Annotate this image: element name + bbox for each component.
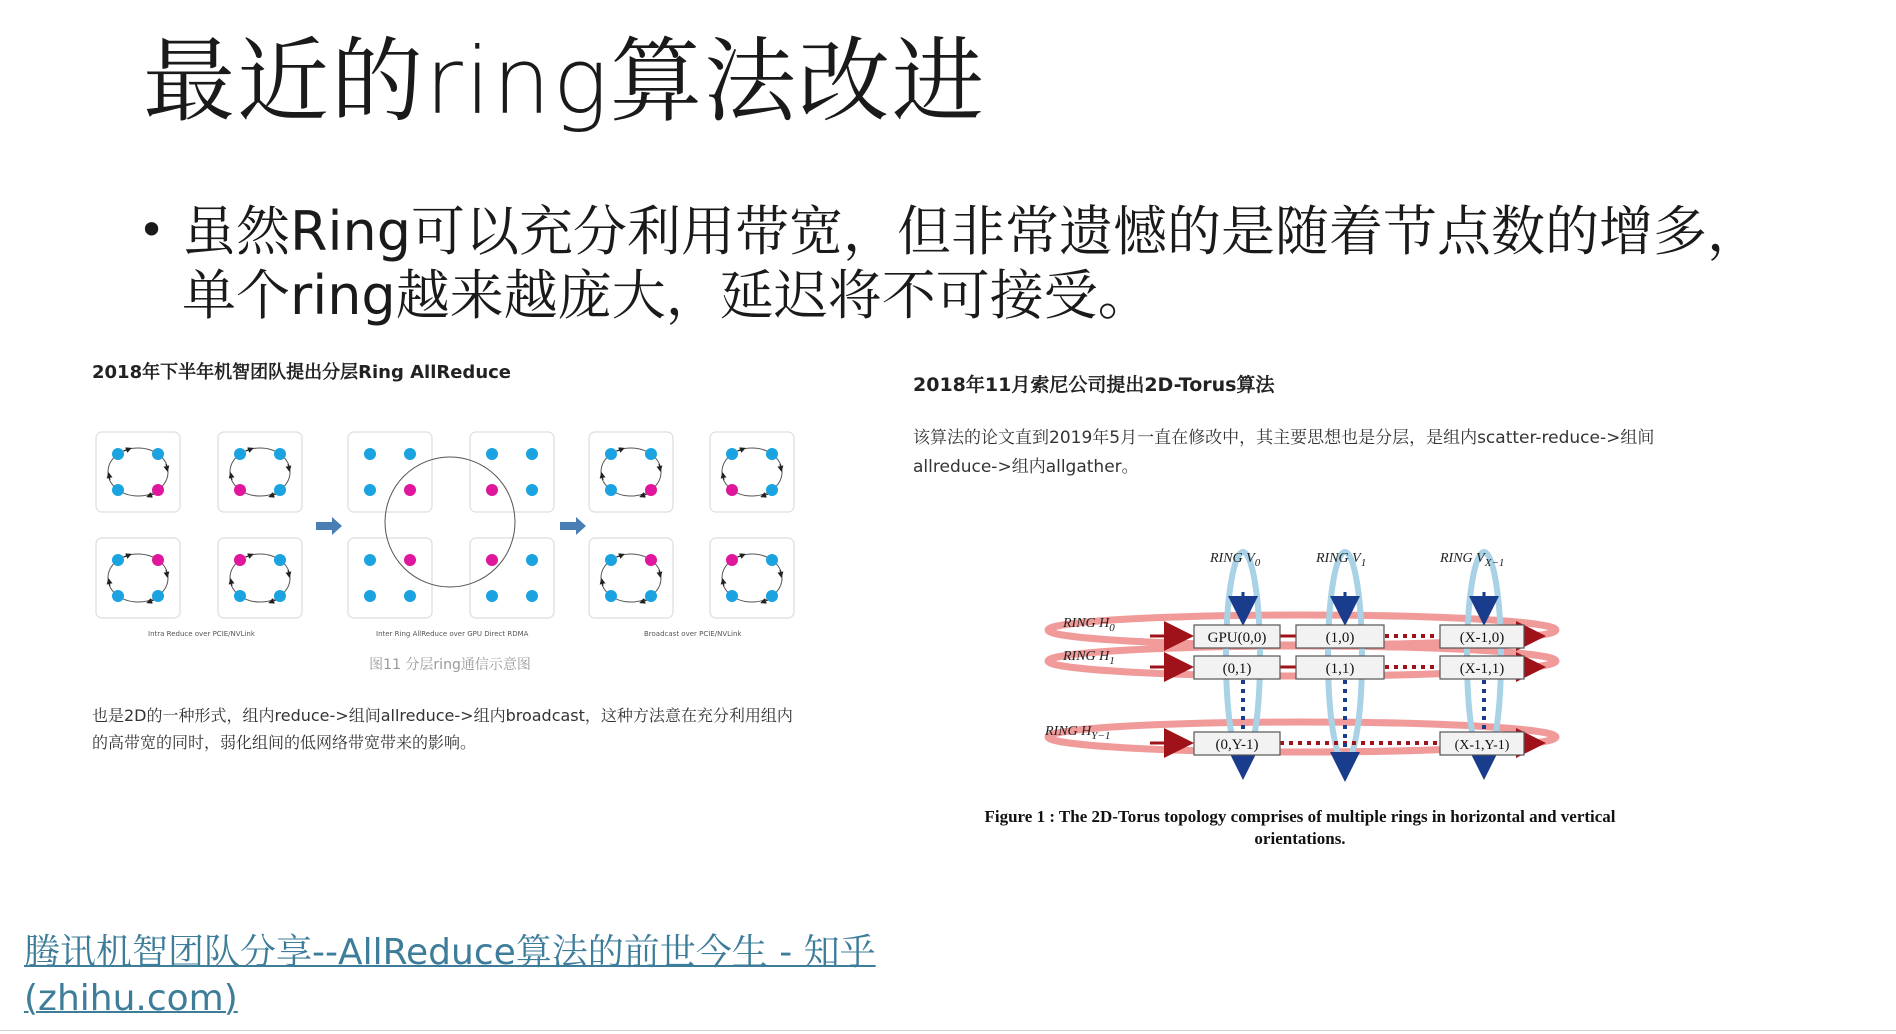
gpu-box-0-0 bbox=[1194, 625, 1280, 648]
source-link-line-2[interactable]: (zhihu.com) bbox=[24, 978, 238, 1019]
left-paragraph-line-2: 的高带宽的同时，弱化组间的低网络带宽带来的影响。 bbox=[92, 733, 477, 752]
source-link[interactable] bbox=[24, 930, 876, 1022]
gpu-box-0-y1 bbox=[1194, 732, 1280, 755]
gpu-box-label: (1,1) bbox=[1325, 661, 1355, 677]
gpu-box-label: (X-1,Y-1) bbox=[1454, 738, 1510, 753]
right-panel-heading: 2018年11月索尼公司提出2D-Torus算法 bbox=[913, 374, 1275, 396]
stage-caption-inter-ring: Inter Ring AllReduce over GPU Direct RDMA bbox=[376, 630, 529, 638]
bullet-line-2: 单个ring越来越庞大，延迟将不可接受。 bbox=[182, 264, 1152, 327]
source-link-line-1[interactable]: 腾讯机智团队分享--AllReduce算法的前世今生 - 知乎 bbox=[24, 932, 876, 973]
gpu-box-label: (X-1,0) bbox=[1459, 630, 1505, 646]
right-paragraph-line-2: allreduce->组内allgather。 bbox=[913, 457, 1139, 477]
right-paragraph-line-1: 该算法的论文直到2019年5月一直在修改中，其主要思想也是分层，是组内scatter-reduce->组间 bbox=[913, 428, 1655, 448]
ring-h1-label: RING $H_1$ bbox=[1063, 649, 1115, 667]
gpu-box-0-1 bbox=[1194, 656, 1280, 679]
slide-title: 最近的ring算法改进 bbox=[143, 28, 986, 135]
figure-caption: 图11 分层ring通信示意图 bbox=[369, 657, 531, 673]
bottom-divider bbox=[0, 1030, 1896, 1031]
torus-caption-line-2: orientations. bbox=[1254, 829, 1346, 848]
bullet-dot: • bbox=[138, 203, 166, 257]
ring-hy1-label: RING $H_{Y-1}$ bbox=[1045, 724, 1111, 742]
gpu-box-x1-0 bbox=[1440, 625, 1524, 648]
stage-caption-intra-reduce: Intra Reduce over PCIE/NVLink bbox=[148, 630, 255, 638]
ring-vx1-label: RING $V_{X-1}$ bbox=[1440, 551, 1505, 569]
gpu-box-label: (0,1) bbox=[1222, 661, 1252, 677]
bullet-line-1: 虽然Ring可以充分利用带宽，但非常遗憾的是随着节点数的增多， bbox=[182, 200, 1762, 263]
torus-figure-caption bbox=[935, 806, 1665, 850]
ring-v1-label: RING $V_1$ bbox=[1316, 551, 1367, 569]
gpu-box-x1-y1 bbox=[1440, 732, 1524, 755]
gpu-box-x1-1 bbox=[1440, 656, 1524, 679]
gpu-box-1-1 bbox=[1296, 656, 1384, 679]
gpu-box-label: (0,Y-1) bbox=[1215, 737, 1259, 753]
left-panel-heading: 2018年下半年机智团队提出分层Ring AllReduce bbox=[92, 362, 512, 383]
stage-caption-broadcast: Broadcast over PCIE/NVLink bbox=[644, 630, 742, 638]
left-paragraph-line-1: 也是2D的一种形式，组内reduce->组间allreduce->组内broadcast，这种方法意在充分利用组内 bbox=[92, 706, 793, 725]
torus-caption-line-1: Figure 1 : The 2D-Torus topology comprises of multiple rings in horizontal and vertical bbox=[984, 807, 1616, 826]
gpu-box-label: (1,0) bbox=[1325, 630, 1355, 646]
ring-h0-label: RING $H_0$ bbox=[1063, 616, 1115, 634]
ring-v0-label: RING $V_0$ bbox=[1210, 551, 1261, 569]
gpu-box-label: GPU(0,0) bbox=[1207, 630, 1267, 646]
gpu-box-label: (X-1,1) bbox=[1459, 661, 1505, 677]
gpu-box-1-0 bbox=[1296, 625, 1384, 648]
